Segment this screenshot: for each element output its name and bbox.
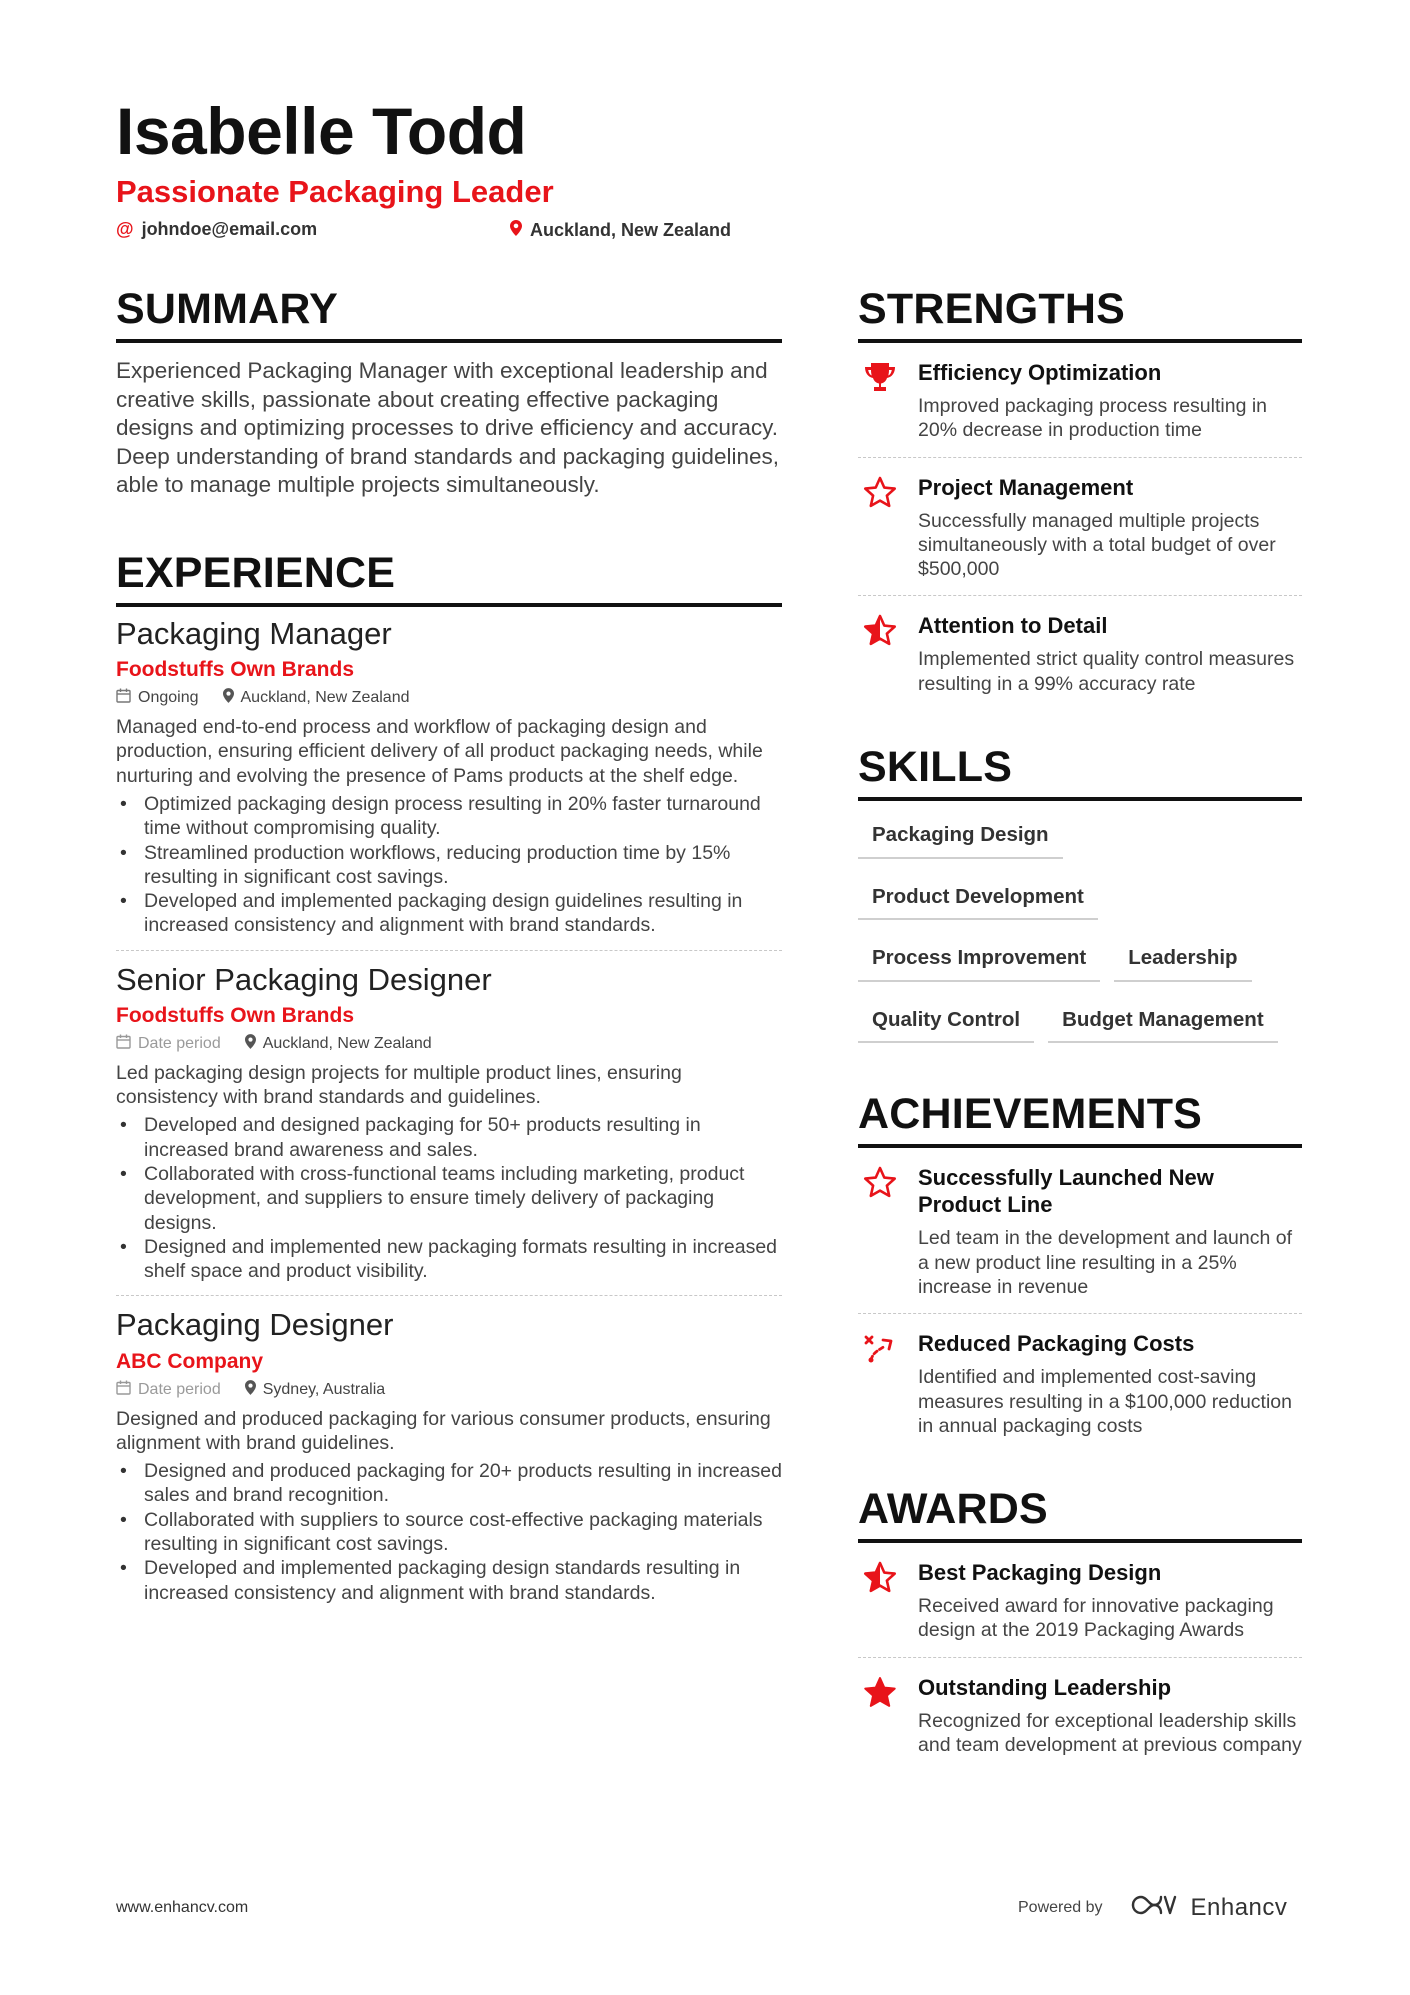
skill-tag: Leadership xyxy=(1114,932,1251,982)
job-bullet: • Collaborated with cross-functional teams including marketing, product development, and suppliers to ensure timely delivery of packaging designs. xyxy=(116,1162,782,1235)
job-bullet: • Developed and implemented packaging design guidelines resulting in increased consistency and alignment with brand standards. xyxy=(116,889,782,938)
strength-title: Attention to Detail xyxy=(918,613,1108,639)
achievements-heading: ACHIEVEMENTS xyxy=(858,1093,1302,1148)
job-location: Sydney, Australia xyxy=(262,1380,386,1398)
strengths-heading: STRENGTHS xyxy=(858,288,1302,343)
contact-email[interactable] xyxy=(116,220,317,238)
job-meta xyxy=(116,1380,782,1401)
strength-desc: Improved packaging process resulting in 20% decrease in production time xyxy=(918,395,1268,442)
strength-title: Project Management xyxy=(918,474,1134,500)
strength-title: Efficiency Optimization xyxy=(918,360,1162,385)
job-bullet: • Streamlined production workflows, reducing production time by 15% resulting in significant cost savings. xyxy=(116,841,782,890)
job-bullet: • Developed and designed packaging for 50+ products resulting in increased brand awareness and sales. xyxy=(116,1113,782,1162)
footer-website-link[interactable]: www.enhancv.com xyxy=(116,1899,249,1916)
job-meta xyxy=(116,1034,782,1055)
awards-heading: AWARDS xyxy=(858,1488,1302,1543)
job-location: Auckland, New Zealand xyxy=(262,1035,432,1052)
location-text: Auckland, New Zealand xyxy=(530,219,732,240)
job-bullet: • Collaborated with suppliers to source cost-effective packaging materials resulting in significant cost savings. xyxy=(116,1508,782,1557)
star-outline-icon xyxy=(858,474,902,582)
star-half-icon xyxy=(858,1559,902,1643)
achievement-title: Reduced Packaging Costs xyxy=(918,1331,1195,1357)
job-description: Led packaging design projects for multiple product lines, ensuring consistency with brand standards and guidelines. xyxy=(116,1061,682,1109)
job-description: Managed end-to-end process and workflow of packaging design and production, ensuring efficient delivery of all product packaging needs, while nurturing and evolving the presence of Pams products at the shelf edge. xyxy=(116,716,763,787)
skill-tag: Packaging Design xyxy=(858,809,1063,859)
job-bullets xyxy=(116,792,782,938)
skills-heading: SKILLS xyxy=(858,746,1302,801)
star-outline-icon xyxy=(858,1164,902,1299)
job-date: Date period xyxy=(138,1380,221,1398)
job-company: ABC Company xyxy=(116,1349,264,1373)
summary-text: Experienced Packaging Manager with exceptional leadership and creative skills, passionate about creating effective packaging designs and optimizing processes to drive efficiency and accuracy. Deep understanding of brand standards and packaging guidelines, able to manage multiple projects simultaneously. xyxy=(116,358,779,498)
awards-section xyxy=(858,1485,1302,1771)
job-date: Ongoing xyxy=(138,689,199,707)
at-icon: @ xyxy=(116,219,134,239)
strength-item xyxy=(858,343,1302,458)
job-bullet: • Designed and implemented new packaging formats resulting in increased shelf space and product visibility. xyxy=(116,1235,782,1284)
location-pin-icon xyxy=(245,1034,256,1055)
calendar-icon xyxy=(116,1034,131,1055)
skill-tag: Process Improvement xyxy=(858,932,1100,982)
achievement-desc: Identified and implemented cost-saving measures resulting in a $100,000 reduction in annual packaging costs xyxy=(918,1366,1292,1437)
footer-branding[interactable] xyxy=(1018,1893,1287,1922)
calendar-icon xyxy=(116,1380,131,1401)
job-location: Auckland, New Zealand xyxy=(240,689,410,707)
location-pin-icon xyxy=(245,1380,256,1401)
job-company: Foodstuffs Own Brands xyxy=(116,1003,354,1027)
job-description: Designed and produced packaging for various consumer products, ensuring alignment with brand guidelines. xyxy=(116,1407,771,1454)
job-entry xyxy=(116,1308,782,1616)
enhancv-brand-text: Enhancv xyxy=(1190,1893,1288,1921)
job-company: Foodstuffs Own Brands xyxy=(116,658,354,682)
candidate-name: Isabelle Todd xyxy=(116,94,527,168)
job-title: Packaging Manager xyxy=(116,615,392,651)
location-pin-icon xyxy=(510,220,522,239)
award-desc: Received award for innovative packaging design at the 2019 Packaging Awards xyxy=(918,1595,1274,1642)
award-title: Outstanding Leadership xyxy=(918,1674,1172,1700)
achievements-section xyxy=(858,1090,1302,1452)
summary-section xyxy=(116,285,782,500)
achievement-desc: Led team in the development and launch of a new product line resulting in a 25% increase in revenue xyxy=(918,1227,1293,1298)
job-bullets xyxy=(116,1113,782,1283)
award-desc: Recognized for exceptional leadership skills and team development at previous company xyxy=(918,1709,1302,1756)
skill-tag: Budget Management xyxy=(1048,994,1278,1044)
award-title: Best Packaging Design xyxy=(918,1560,1162,1586)
star-filled-icon xyxy=(858,1674,902,1758)
strength-desc: Implemented strict quality control measures resulting in a 99% accuracy rate xyxy=(918,648,1295,695)
contact-location xyxy=(510,220,731,239)
job-bullet: • Developed and implemented packaging design standards resulting in increased consistency and alignment with brand standards. xyxy=(116,1556,782,1605)
skill-tag: Quality Control xyxy=(858,994,1034,1044)
job-bullet: • Designed and produced packaging for 20+ products resulting in increased sales and brand recognition. xyxy=(116,1459,782,1508)
strength-desc: Successfully managed multiple projects simultaneously with a total budget of over $500,000 xyxy=(918,509,1276,581)
enhancv-logo-icon xyxy=(1131,1893,1177,1922)
strength-item xyxy=(858,596,1302,710)
skills-section xyxy=(858,743,1302,1055)
experience-section xyxy=(116,548,782,1617)
skill-tag: Product Development xyxy=(858,871,1098,921)
achievement-title: Successfully Launched New Product Line xyxy=(918,1165,1214,1218)
left-column xyxy=(116,285,782,1629)
right-column xyxy=(858,285,1302,1771)
job-title: Packaging Designer xyxy=(116,1307,394,1343)
location-pin-icon xyxy=(223,688,234,709)
award-item xyxy=(858,1543,1302,1658)
powered-by-label: Powered by xyxy=(1018,1898,1103,1916)
email-text: johndoe@email.com xyxy=(141,219,318,239)
achievement-item xyxy=(858,1148,1302,1314)
strategy-icon xyxy=(858,1330,902,1438)
award-item xyxy=(858,1658,1302,1772)
calendar-icon xyxy=(116,688,131,709)
job-bullets xyxy=(116,1459,782,1605)
skills-list xyxy=(858,809,1302,1055)
job-bullet: • Optimized packaging design process resulting in 20% faster turnaround time without compromising quality. xyxy=(116,792,782,841)
job-entry xyxy=(116,963,782,1297)
experience-heading: EXPERIENCE xyxy=(116,552,782,607)
strength-item xyxy=(858,458,1302,597)
job-entry xyxy=(116,617,782,951)
trophy-icon xyxy=(858,359,902,443)
achievement-item xyxy=(858,1314,1302,1452)
star-half-icon xyxy=(858,612,902,696)
strengths-section xyxy=(858,285,1302,710)
job-date: Date period xyxy=(138,1035,221,1052)
job-title: Senior Packaging Designer xyxy=(116,961,492,997)
job-meta xyxy=(116,688,782,709)
summary-heading: SUMMARY xyxy=(116,288,782,343)
candidate-tagline: Passionate Packaging Leader xyxy=(116,174,554,209)
